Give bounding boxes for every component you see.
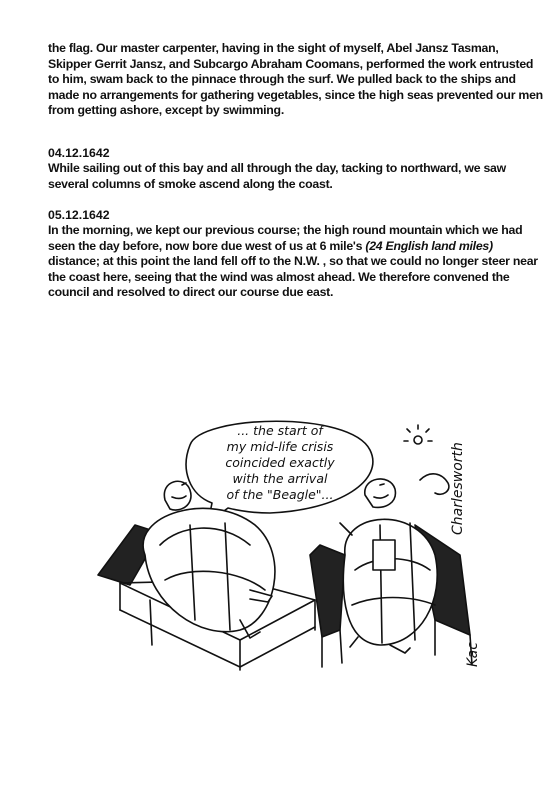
therapist-tortoise [340,479,437,653]
sun-doodle [404,425,432,444]
entry-text-2-italic: (24 English land miles) [365,238,493,253]
entry-date-1: 04.12.1642 [48,146,110,160]
speech-line-2: my mid-life crisis [226,439,334,454]
speech-line-4: with the arrival [232,471,328,486]
entry-date-2: 05.12.1642 [48,208,110,222]
patient-tortoise [143,481,275,638]
entry-text-2-end: distance; at this point the land fell off to the N.W. , so that we could no longer steer near the coast here, seeing that the wind was almost ahead. We therefore convened the council and resolved to direct our course due east. [48,254,538,299]
artist-signature-1: Charlesworth [450,442,466,535]
entry-text-2-start: In the morning, we kept our previous course; the high round mountain which we had seen the day before, now bore due west of us at 6 mile's [48,223,523,253]
speech-line-5: of the "Beagle"... [226,487,334,502]
paragraph-intro: the flag. Our master carpenter, having in the sight of myself, Abel Jansz Tasman, Skipper Gerrit Jansz, and Subcargo Abraham Coomans, performed the work entrusted to him, swam back to the pinnace through the surf. We pulled back to the ships and made no arrangements for gathering vegetables, since the high seas prevented our men from getting ashore, except by swimming. [48,41,543,117]
tortoise-cartoon [90,405,495,690]
entry-text-1: While sailing out of this bay and all through the day, tacking to northward, we saw several columns of smoke ascend along the coast. [48,161,506,191]
speech-line-1: ... the start of [237,423,323,438]
entry-text-2 [48,223,544,301]
speech-line-3: coincided exactly [225,455,335,470]
artist-signature-2: Kac [465,642,481,667]
